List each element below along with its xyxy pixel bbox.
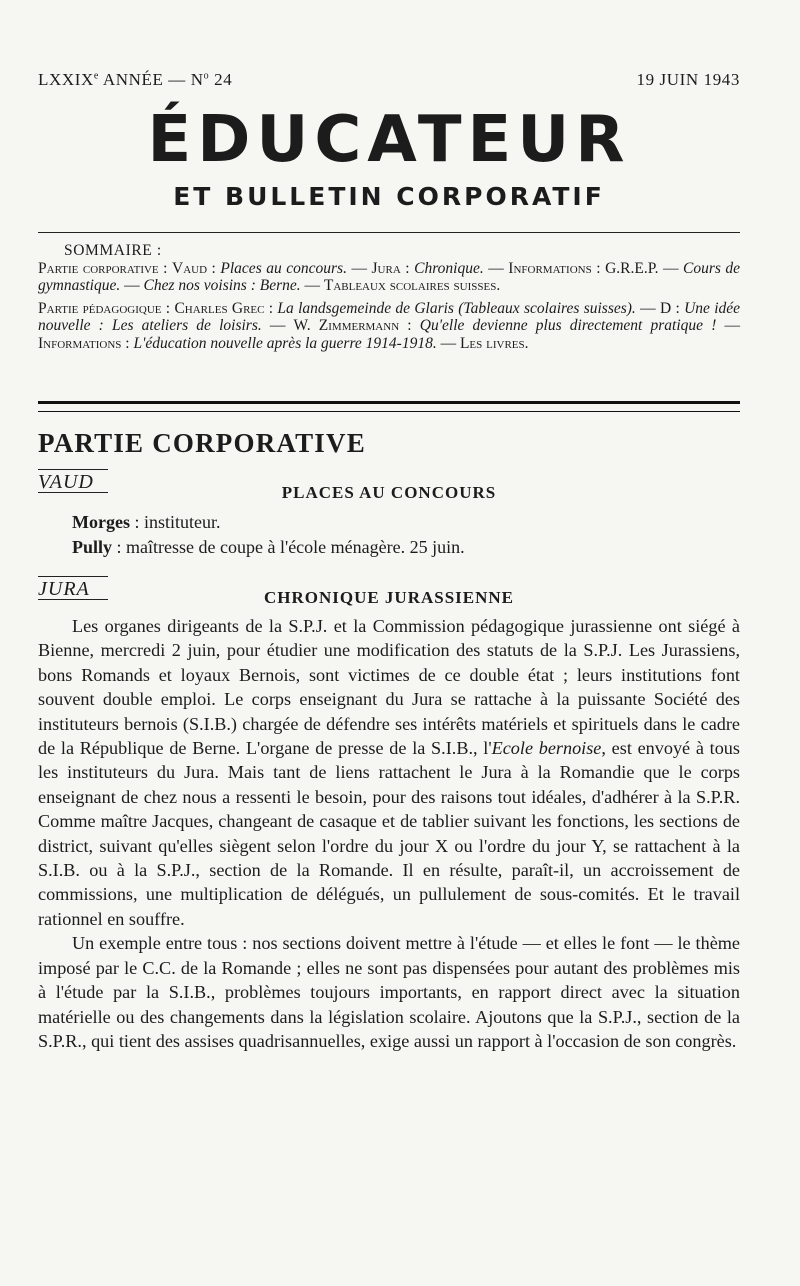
vaud-item-pully: Pully : maîtresse de coupe à l'école ménagère. 25 juin. bbox=[72, 537, 465, 557]
summary-double-rule bbox=[38, 401, 740, 412]
table-of-contents bbox=[38, 242, 740, 358]
section-title: PARTIE CORPORATIVE bbox=[38, 428, 366, 458]
jura-heading: CHRONIQUE JURASSIENNE bbox=[263, 588, 515, 607]
masthead-rule bbox=[38, 232, 740, 233]
summary-pedagogic: Partie pédagogique : Charles Grec : La landsgemeinde de Glaris (Tableaux scolaires suisses). — D : Une idée nouvelle : Les ateliers de loisirs. — W. Zimmermann : Qu'elle devienne plus directement pratique ! — Informations : L'éducation nouvelle après la guerre 1914-1918. — Les livres. bbox=[38, 299, 741, 352]
vaud-item-morges: Morges : instituteur. bbox=[72, 512, 221, 532]
issue-volume: LXXIXe ANNÉE — $N^o$ 24 bbox=[38, 70, 233, 89]
vaud-tag: VAUD bbox=[38, 469, 108, 493]
issue-header bbox=[38, 70, 740, 90]
jura-tag: JURA bbox=[38, 576, 108, 600]
jura-article bbox=[38, 614, 740, 1053]
jura-paragraph-2: Un exemple entre tous : nos sections doivent mettre à l'étude — et elles le font — le thème imposé par le C.C. de la Romande ; elles ne sont pas dispensées pour autant des problèmes mis à l'étude par la S.I.B., problèmes toujours importants, en rapport direct avec la situation matérielle ou des changements dans la législation scolaire. Ajoutons que la S.P.J., section de la S.P.R., qui tient des assises quadrisannuelles, exige aussi un rapport à l'occasion de son congrès. bbox=[38, 933, 740, 1051]
jura-paragraph-1: Les organes dirigeants de la S.P.J. et la Commission pédagogique jurassienne ont siégé à Bienne, mercredi 2 juin, pour étudier une modification des statuts de la S.P.J. Les Jurassiens, bons Romands et loyaux Bernois, sont victimes de ce double état ; leurs institutions font souvent double emploi. Le corps enseignant du Jura se rattache à la puissante Société des instituteurs bernois (S.I.B.) chargée de défendre ses intérêts matériels et spirituels dans le cadre de la République de Berne. L'organe de presse de la S.I.B., l'Ecole bernoise, est envoyé à tous les instituteurs du Jura. Mais tant de liens rattachent le Jura à la Romandie que le corps enseignant de chez nous a ressenti le besoin, pour des raisons tout idéales, d'adhérer à la S.P.R. Comme maître Jacques, changeant de casaque et de tablier suivant les fonctions, les sections de district, suivant qu'elles siègent selon l'ordre du jour X ou l'ordre du jour Y, se rattachent à la S.I.B. ou à la S.P.J., section de la Romande. Il en résulte, paraît-il, un accroissement de commissions, une multiplication de délégués, un pullulement de sous-comités. Et le travail rationnel en souffre. bbox=[38, 616, 740, 929]
masthead-subtitle: ET BULLETIN CORPORATIF bbox=[173, 182, 605, 211]
summary-corporate: Partie corporative : Vaud : Places au concours. — Jura : Chronique. — Informations : G.R.E.P. — Cours de gymnastique. — Chez nos voisins : Berne. — Tableaux scolaires suisses. bbox=[38, 259, 741, 295]
issue-date: 19 JUIN 1943 bbox=[636, 70, 740, 89]
summary-title: SOMMAIRE : bbox=[64, 242, 162, 259]
vaud-heading: PLACES AU CONCOURS bbox=[281, 483, 497, 502]
masthead-title: ÉDUCATEUR bbox=[147, 103, 631, 177]
